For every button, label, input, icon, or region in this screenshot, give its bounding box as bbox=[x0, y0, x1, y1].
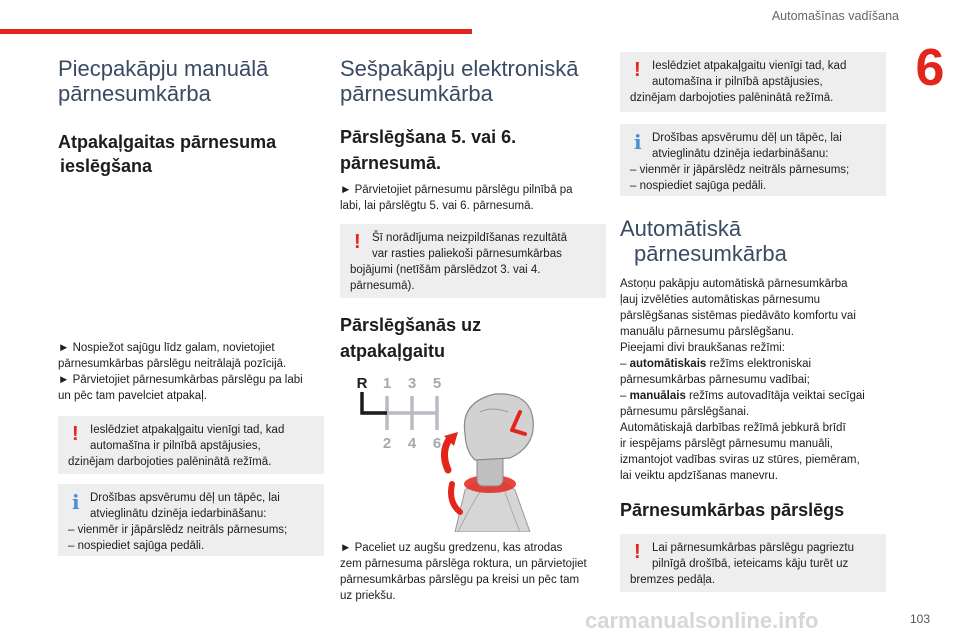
section-title-manual-5: Piecpakāpju manuālā pārnesumkārba bbox=[58, 56, 269, 106]
info-icon: i bbox=[72, 490, 80, 514]
warning-icon: ! bbox=[72, 423, 79, 445]
column-2 bbox=[340, 52, 606, 604]
subtitle-reverse-gear: Atpakaļgaitas pārnesuma ieslēgšana bbox=[58, 132, 277, 176]
gear-label-6: 6 bbox=[432, 435, 442, 452]
subtitle-shift-5-6: Pārslēgšana 5. vai 6. pārnesumā. bbox=[340, 127, 517, 173]
header-accent-bar bbox=[0, 29, 472, 34]
gear-label-2: 2 bbox=[382, 435, 392, 452]
subtitle-shift-reverse: Pārslēgšanās uz atpakaļgaitu bbox=[340, 315, 482, 361]
watermark: carmanualsonline.info bbox=[585, 608, 819, 633]
gear-label-1: 1 bbox=[382, 375, 392, 392]
page-number: 103 bbox=[909, 612, 930, 626]
warning-icon: ! bbox=[634, 541, 641, 563]
gear-label-R: R bbox=[356, 375, 368, 392]
gear-label-3: 3 bbox=[407, 375, 417, 392]
info-icon: i bbox=[634, 130, 642, 154]
gear-label-5: 5 bbox=[432, 375, 442, 392]
info-note-safety: i Drošības apsvērumu dēļ un tāpēc, lai atvieglinātu dzinēja iedarbināšanu: – vienmēr ir jāpārslēdz neitrāls pārnesums; – nospiediet sajūga pedāli. bbox=[58, 484, 324, 556]
info-note-safety-2: i Drošības apsvērumu dēļ un tāpēc, lai atvieglinātu dzinēja iedarbināšanu: – vienmēr ir jāpārslēdz neitrāls pārnesums; – nospiediet sajūga pedāli. bbox=[620, 124, 886, 196]
header-title: Automašīnas vadīšana bbox=[771, 9, 899, 23]
gear-pattern-6-diagram-and-lever bbox=[340, 372, 606, 532]
gear-label-4: 4 bbox=[407, 435, 417, 452]
chapter-number: 6 bbox=[915, 39, 945, 97]
warning-note-reverse: ! Ieslēdziet atpakaļgaitu vienīgi tad, kad automašīna ir pilnībā apstājusies, dzinējam darbojoties palēninātā režīmā. bbox=[58, 416, 324, 474]
body-shift-reverse: ► Paceliet uz augšu gredzenu, kas atrodas zem pārnesuma pārslēga roktura, un pārvietojiet pārnesumkārbas pārslēgu pa kreisi un pēc tam uz priekšu. bbox=[340, 542, 587, 602]
column-1 bbox=[58, 52, 324, 556]
body-reverse-instructions: ► Nospiežot sajūgu līdz galam, novietojiet pārnesumkārbas pārslēgu neitrālajā pozīcijā. ► Pārvietojiet pārnesumkārbas pārslēgu pa labi un pēc tam pavelciet atpakaļ. bbox=[58, 342, 303, 402]
warning-icon: ! bbox=[634, 59, 641, 81]
warning-note-damage: ! Šī norādījuma neizpildīšanas rezultātā var rasties paliekoši pārnesumkārbas bojājumi (netīšām pārslēdzot 3. vai 4. pārnesumā). bbox=[340, 224, 606, 298]
warning-note-reverse-2: ! Ieslēdziet atpakaļgaitu vienīgi tad, kad automašīna ir pilnībā apstājusies, dzinējam darbojoties palēninātā režīmā. bbox=[620, 52, 886, 112]
gear-lever-illustration bbox=[444, 394, 533, 532]
column-3 bbox=[620, 52, 886, 592]
section-title-electronic-6: Sešpakāpju elektroniskā pārnesumkārba bbox=[340, 56, 579, 106]
body-automatic-intro: Astoņu pakāpju automātiskā pārnesumkārba ļauj izvēlēties automātiskas pārnesumu pārslēgšanas sistēmas piedāvāto komfortu vai manuālu pārnesumu pārslēgšanu. Pieejami divi braukšanas režīmi: – automātiskais režīms elektroniskai pārnesumkārbas pārnesumu vadībai; – manuālais režīms autovadītāja veiktai secīgai pārnesumu pārslēgšanai. Automātiskajā darbības režīmā jebkurā brīdī ir iespējams pārslēgt pārnesumu manuāli, izmantojot vadības sviras uz stūres, piemēram, lai veiktu apdzīšanas manevru. bbox=[620, 278, 865, 482]
reverse-path-line bbox=[362, 392, 387, 413]
gear-pattern-5-diagram bbox=[58, 204, 324, 344]
subtitle-gear-selector: Pārnesumkārbas pārslēgs bbox=[620, 500, 845, 520]
warning-note-brake: ! Lai pārnesumkārbas pārslēgu pagrieztu pilnīgā drošībā, ieteicams kāju turēt uz bremzes pedāļa. bbox=[620, 534, 886, 592]
warning-icon: ! bbox=[354, 231, 361, 253]
section-title-automatic: Automātiskā pārnesumkārba bbox=[620, 216, 787, 266]
body-shift-5-6: ► Pārvietojiet pārnesumu pārslēgu pilnībā pa labi, lai pārslēgtu 5. vai 6. pārnesumā. bbox=[340, 184, 573, 212]
